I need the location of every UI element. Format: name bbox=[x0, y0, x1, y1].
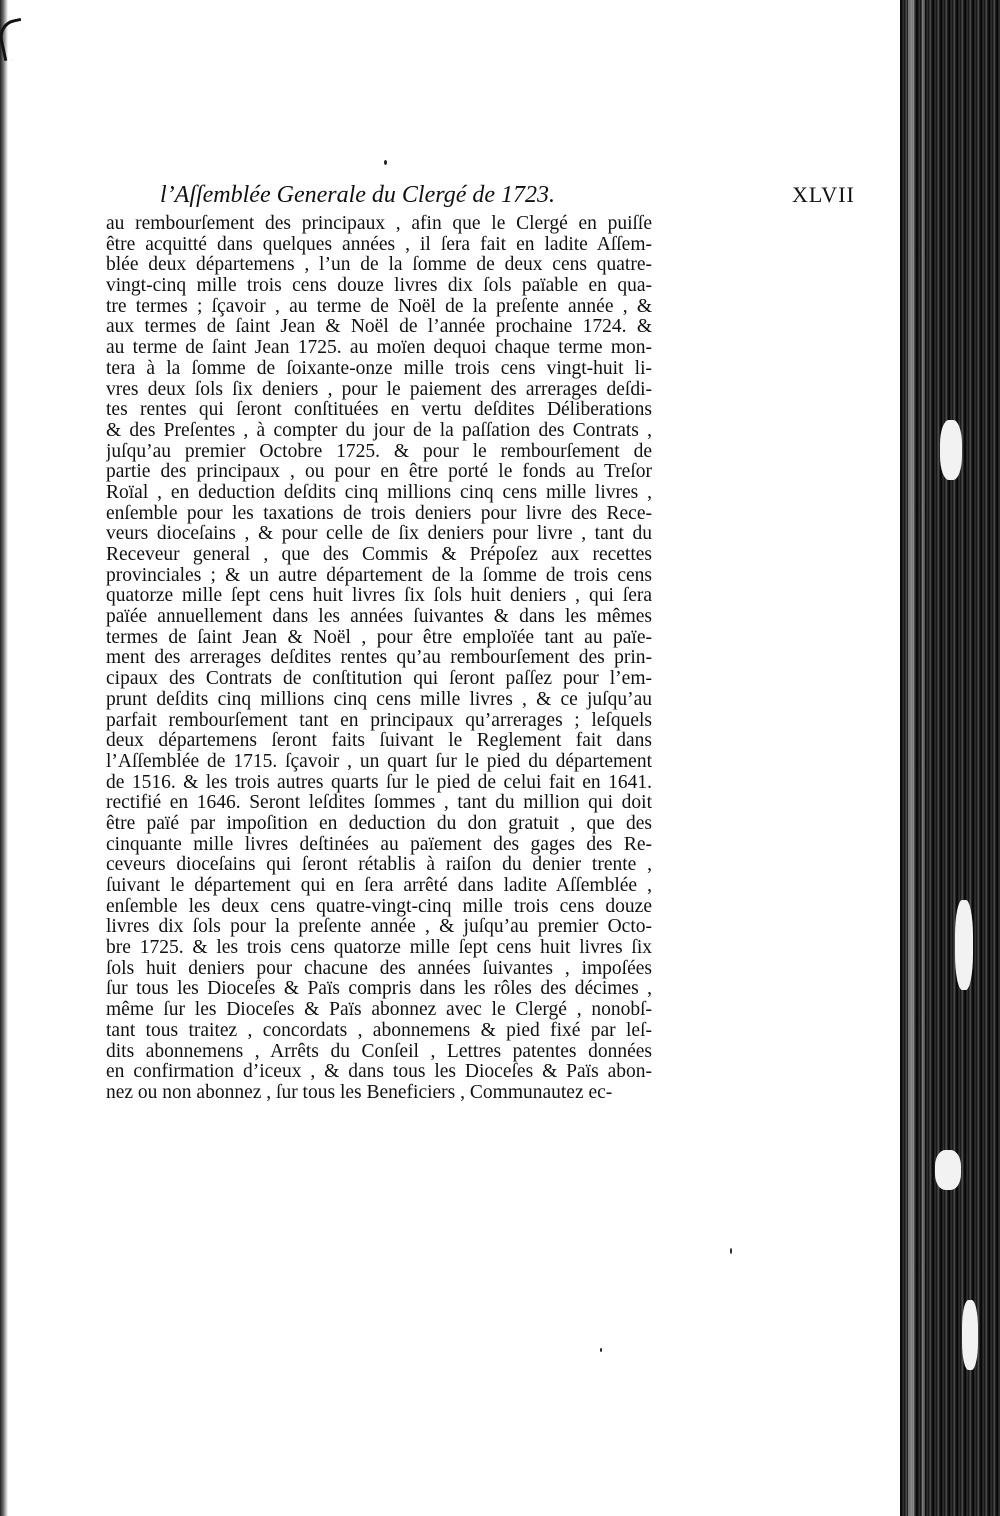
ink-speck bbox=[730, 1248, 732, 1254]
ink-speck bbox=[384, 160, 387, 165]
text-line: tera à la ſomme de ſoixante-onze mille trois cens vingt-huit li- bbox=[106, 358, 652, 379]
text-line: livres dix ſols pour la preſente année , & juſqu’au premier Octo- bbox=[106, 917, 652, 938]
text-line: veurs dioceſains , & pour celle de ſix deniers pour livre , tant du bbox=[106, 524, 652, 545]
text-line: cipaux des Contrats de conſtitution qui ſeront paſſez pour l’em- bbox=[106, 669, 652, 690]
text-line: enſemble les deux cens quatre-vingt-cinq mille trois cens douze bbox=[106, 896, 652, 917]
binding-edge-mark bbox=[0, 18, 29, 61]
binding-gutter-shadow bbox=[0, 0, 8, 1516]
text-line: parfait rembourſement tant en principaux qu’arrerages ; leſquels bbox=[106, 710, 652, 731]
text-line: aux termes de ſaint Jean & Noël de l’année prochaine 1724. & bbox=[106, 317, 652, 338]
text-line: bre 1725. & les trois cens quatorze mille ſept cens huit livres ſix bbox=[106, 938, 652, 959]
text-line: païée annuellement dans les années ſuivantes & dans les mêmes bbox=[106, 607, 652, 628]
text-line: ment des arrerages deſdites rentes qu’au rembourſement des prin- bbox=[106, 648, 652, 669]
text-line: vingt-cinq mille trois cens douze livres dix ſols païable en qua- bbox=[106, 276, 652, 297]
text-line: au rembourſement des principaux , afin que le Clergé en puiſſe bbox=[106, 214, 652, 234]
text-line: provinciales ; & un autre département de la ſomme de trois cens bbox=[106, 565, 652, 586]
text-line: tes rentes qui ſeront conſtituées en vertu deſdites Déliberations bbox=[106, 400, 652, 421]
ink-speck bbox=[600, 1348, 602, 1352]
text-line: prunt deſdits cinq millions cinq cens mille livres , & ce juſqu’au bbox=[106, 689, 652, 710]
text-line: cinquante mille livres deſtinées au païement des gages des Re- bbox=[106, 834, 652, 855]
text-line: en confirmation d’iceux , & dans tous les Dioceſes & Païs abon- bbox=[106, 1062, 652, 1083]
running-title: l’Aſſemblée Generale du Clergé de 1723. bbox=[160, 182, 555, 208]
text-line: deux départemens ſeront faits ſuivant le Reglement fait dans bbox=[106, 731, 652, 752]
text-line: dits abonnemens , Arrêts du Conſeil , Lettres patentes données bbox=[106, 1041, 652, 1062]
page-number: XLVII bbox=[792, 182, 855, 207]
text-line: Roïal , en deduction deſdits cinq millions cinq cens mille livres , bbox=[106, 482, 652, 503]
book-fore-edge bbox=[900, 0, 1000, 1516]
text-line: termes de ſaint Jean & Noël , pour être emploïée tant au païe- bbox=[106, 627, 652, 648]
text-line: l’Aſſemblée de 1715. ſçavoir , un quart ſur le pied du département bbox=[106, 751, 652, 772]
text-line: juſqu’au premier Octobre 1725. & pour le rembourſement de bbox=[106, 441, 652, 462]
text-line: partie des principaux , ou pour en être porté le fonds au Treſor bbox=[106, 462, 652, 483]
text-line: & des Preſentes , à compter du jour de la paſſation des Contrats , bbox=[106, 420, 652, 441]
text-line: être acquitté dans quelques années , il ſera fait en ladite Aſſem- bbox=[106, 234, 652, 255]
text-line: vres deux ſols ſix deniers , pour le paiement des arrerages deſdi- bbox=[106, 379, 652, 400]
text-line: même ſur les Dioceſes & Païs abonnez avec le Clergé , nonobſ- bbox=[106, 1000, 652, 1021]
text-line: enſemble pour les taxations de trois deniers pour livre des Rece- bbox=[106, 503, 652, 524]
text-line: tre termes ; ſçavoir , au terme de Noël de la preſente année , & bbox=[106, 296, 652, 317]
text-line: ceveurs dioceſains qui ſeront rétablis à raiſon du denier trente , bbox=[106, 855, 652, 876]
text-line: quatorze mille ſept cens huit livres ſix ſols huit deniers , qui ſera bbox=[106, 586, 652, 607]
text-line: tant tous traitez , concordats , abonnemens & pied fixé par leſ- bbox=[106, 1020, 652, 1041]
text-line: Receveur general , que des Commis & Prépoſez aux recettes bbox=[106, 545, 652, 565]
text-line: ſur tous les Dioceſes & Païs compris dans les rôles des décimes , bbox=[106, 979, 652, 1000]
text-line: ſuivant le département qui en ſera arrêté dans ladite Aſſemblée , bbox=[106, 876, 652, 896]
text-line: être païé par impoſition en deduction du don gratuit , que des bbox=[106, 813, 652, 834]
text-line: nez ou non abonnez , ſur tous les Beneficiers , Communautez ec- bbox=[106, 1082, 613, 1103]
text-line: au terme de ſaint Jean 1725. au moïen dequoi chaque terme mon- bbox=[106, 338, 652, 359]
text-line: de 1516. & les trois autres quarts ſur le pied de celui fait en 1641. bbox=[106, 772, 652, 793]
text-line: ſols huit deniers pour chacune des années ſuivantes , impoſées bbox=[106, 958, 652, 979]
text-line: blée deux départemens , l’un de la ſomme de deux cens quatre- bbox=[106, 255, 652, 276]
text-line: rectifié en 1646. Seront leſdites ſommes , tant du million qui doit bbox=[106, 793, 652, 814]
body-text bbox=[106, 214, 652, 1104]
